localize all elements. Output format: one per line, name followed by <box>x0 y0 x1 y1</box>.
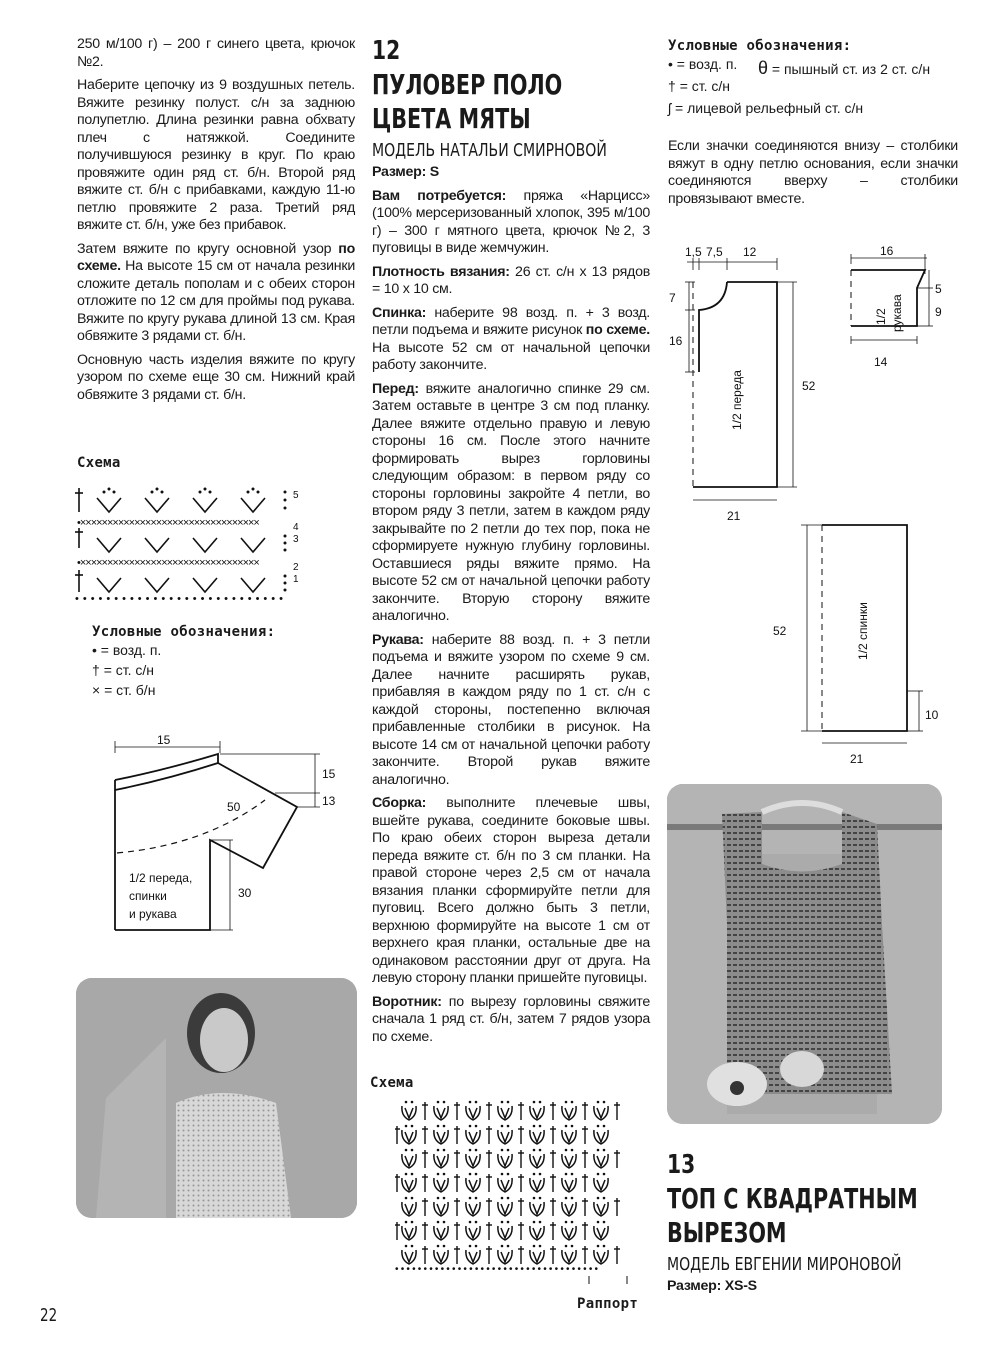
left-column <box>77 36 355 410</box>
legend-item: θ = пышный ст. из 2 ст. с/н <box>758 58 931 78</box>
middle-column <box>372 36 650 1052</box>
single-crochet-icon: × <box>92 682 101 698</box>
legend-item: • = возд. п. <box>668 56 738 72</box>
woman-in-polo-image <box>76 978 357 1218</box>
crochet-schema-diagram-2 <box>395 1098 640 1288</box>
pattern-number-13: 13 <box>667 1150 696 1180</box>
svg-text:16: 16 <box>880 244 894 258</box>
legend-title-2: Условные обозначения: <box>668 38 852 54</box>
svg-text:1/2: 1/2 <box>874 308 888 325</box>
double-crochet-icon: † <box>92 662 100 678</box>
size: Размер: S <box>372 164 439 180</box>
rapport-label: Раппорт <box>577 1296 639 1312</box>
svg-text:1/2 переда: 1/2 переда <box>730 370 744 430</box>
svg-text:рукава: рукава <box>890 294 904 332</box>
legend-note: Если значки соединяются внизу – столбики вяжут в одну петлю основания, если значки соединяются вверху – столбики провязывают вместе. <box>668 138 958 207</box>
front-instructions: Перед: вяжите аналогично спинке 29 см. Затем оставьте в центре 3 см под планку. Далее вяжите отдельно правую и левую стороны 16 см. После этого начните формировать вырез горловины следующим образом: в первом ряду со стороны горловины закройте 4 петли, во втором ряду 3 петли, затем в каждом ряду закрывайте по 2 петли до тех пор, пока не сформируете нужную глубину горловины. Оставшиеся ряды вяжите прямо. На высоте 52 см от начальной цепочки работу закончите. Вторую сторону вяжите аналогично. <box>372 380 650 624</box>
pattern-title: ПУЛОВЕР ПОЛО ЦВЕТА МЯТЫ <box>372 68 563 135</box>
double-crochet-icon: † <box>668 78 676 94</box>
back-instructions: Спинка: наберите 98 возд. п. + 3 возд. петли подъема и вяжите рисунок по схеме. На высоте 52 см от начальной цепочки работу закончите. <box>372 304 650 373</box>
svg-text:52: 52 <box>773 624 787 638</box>
svg-text:21: 21 <box>727 509 741 523</box>
legend-item: • = возд. п. <box>92 642 162 658</box>
svg-text:и рукава: и рукава <box>129 907 177 921</box>
page-number: 22 <box>40 1305 58 1326</box>
collar-instructions: Воротник: по вырезу горловины свяжите сначала 1 ряд ст. б/н, затем 7 рядов узора по схеме. <box>372 993 650 1045</box>
instructions-body: Основную часть изделия вяжите по кругу узором по схеме еще 30 см. Нижний край обвяжите 3 рядами ст. б/н. <box>77 351 355 403</box>
size-13: Размер: XS-S <box>667 1278 757 1294</box>
svg-text:50: 50 <box>227 800 241 814</box>
row-number: 5 <box>293 490 299 501</box>
legend-title: Условные обозначения: <box>92 624 276 640</box>
svg-text:15: 15 <box>157 735 171 747</box>
front-post-dc-icon: ʃ <box>668 100 672 116</box>
svg-text:13: 13 <box>322 794 336 808</box>
svg-text:1,5: 1,5 <box>685 245 702 259</box>
left-legend <box>92 624 352 700</box>
svg-text:12: 12 <box>743 245 757 259</box>
svg-text:16: 16 <box>669 334 683 348</box>
svg-text:52: 52 <box>802 379 816 393</box>
instructions-pattern: Затем вяжите по кругу основной узор по схеме. На высоте 15 см от начала резинки сложите деталь пополам и с обеих сторон отложите по 12 см для проймы под рукава. Вяжите по кругу рукава длиной 13 см. Края обвяжите 3 рядами ст. б/н. <box>77 240 355 344</box>
svg-text:•×××××××××××××××××××××××××××××: •××××××××××××××××××××××××××××××××× <box>77 557 259 569</box>
svg-text:14: 14 <box>874 355 888 369</box>
svg-text:30: 30 <box>238 886 252 900</box>
svg-text:10: 10 <box>925 708 939 722</box>
row-number: 3 <box>293 534 299 545</box>
svg-text:1/2 переда,: 1/2 переда, <box>129 871 193 885</box>
tank-top-on-hanger-image <box>667 784 942 1124</box>
legend-item: † = ст. с/н <box>92 662 155 678</box>
svg-text:••••••••••••••••••••••••••••••: •••••••••••••••••••••••••••••••••••• <box>395 1264 601 1275</box>
pattern-title-13: ТОП С КВАДРАТНЫМ ВЫРЕЗОМ <box>667 1182 918 1249</box>
model-photo-pullover <box>76 978 357 1218</box>
top-photo <box>667 784 942 1124</box>
row-number: 1 <box>293 574 299 585</box>
gauge: Плотность вязания: 26 ст. с/н х 13 рядов = 10 х 10 см. <box>372 263 650 297</box>
svg-text:15: 15 <box>322 767 336 781</box>
chain-stitch-icon: • <box>92 642 97 658</box>
svg-text:7,5: 7,5 <box>706 245 723 259</box>
yarn-continued: 250 м/100 г) – 200 г синего цвета, крючок №2. <box>77 36 355 70</box>
assembly-instructions: Сборка: выполните плечевые швы, вшейте рукава, соедините боковые швы. По краю обеих сторон выреза детали переда вяжите ст. б/н по 3 см планки. На правой стороне через 2,5 см от начала вязания планки сформируйте петли для пуговиц. Всего должно быть 3 петли, верхнюю формируйте на высоте 1 см от верхнего края планки, остальные две на одинаковом расстоянии друг от друга. На левую сторону планки пришейте пуговицы. <box>372 795 650 986</box>
svg-text:спинки: спинки <box>129 889 167 903</box>
designer-name-13: МОДЕЛЬ ЕВГЕНИИ МИРОНОВОЙ <box>667 1254 902 1275</box>
materials: Вам потребуется: пряжа «Нарцисс» (100% мерсеризованный хлопок, 395 м/100 г) – 300 г мятного цвета, крючок №2, 3 пуговицы в виде жемчужин. <box>372 187 650 256</box>
svg-text:5: 5 <box>935 282 942 296</box>
svg-text:9: 9 <box>935 305 942 319</box>
schema-title-2: Схема <box>370 1075 414 1091</box>
svg-text:•••••••••••••••••••••••••••: ••••••••••••••••••••••••••• <box>75 593 287 605</box>
sleeves-instructions: Рукава: наберите 88 возд. п. + 3 петли подъема и вяжите узором по схеме 9 см. Далее начните расширять рукав, прибавляя в каждом ряду по 1 ст. с/н с каждой стороны, постепенно включая прибавленные столбики в рисунок. На высоте 14 см от начальной цепочки работу закончите. Второй рукав вяжите аналогично. <box>372 631 650 788</box>
crochet-schema-diagram <box>75 480 305 605</box>
puff-stitch-icon: θ <box>758 58 769 78</box>
svg-text:1/2 спинки: 1/2 спинки <box>856 602 870 660</box>
pattern-number: 12 <box>372 36 401 66</box>
svg-text:21: 21 <box>850 752 864 766</box>
front-pattern-diagram <box>665 240 965 525</box>
right-legend <box>668 38 958 214</box>
legend-item: × = ст. б/н <box>92 682 156 698</box>
schema-title: Схема <box>77 455 121 471</box>
pattern-13-heading <box>667 1150 967 1302</box>
row-number: 4 <box>293 522 299 533</box>
svg-text:•×××××××××××××××××××××××××××××: •××××××××××××××××××××××××××××××××× <box>77 517 259 529</box>
chain-stitch-icon: • <box>668 56 673 72</box>
row-number: 2 <box>293 562 299 573</box>
svg-text:7: 7 <box>669 291 676 305</box>
back-pattern-diagram <box>765 515 960 770</box>
pattern-diagram-pullover <box>105 735 345 955</box>
instructions-start: Наберите цепочку из 9 воздушных петель. Вяжите резинку полуст. с/н за заднюю полупетлю. Длина резинки равна обхвату плеч с натяжкой. Соедините получившуюся резинку в круг. По краю провяжите один ряд ст. б/н. Второй ряд вяжите ст. б/н с прибавками, каждую 11-ю петлю провяжите 2 раза. Третий ряд вяжите ст. б/н, уже без прибавок. <box>77 77 355 233</box>
legend-item: † = ст. с/н <box>668 78 731 94</box>
designer-name: МОДЕЛЬ НАТАЛЬИ СМИРНОВОЙ <box>372 140 607 161</box>
legend-item: ʃ = лицевой рельефный ст. с/н <box>668 100 864 116</box>
